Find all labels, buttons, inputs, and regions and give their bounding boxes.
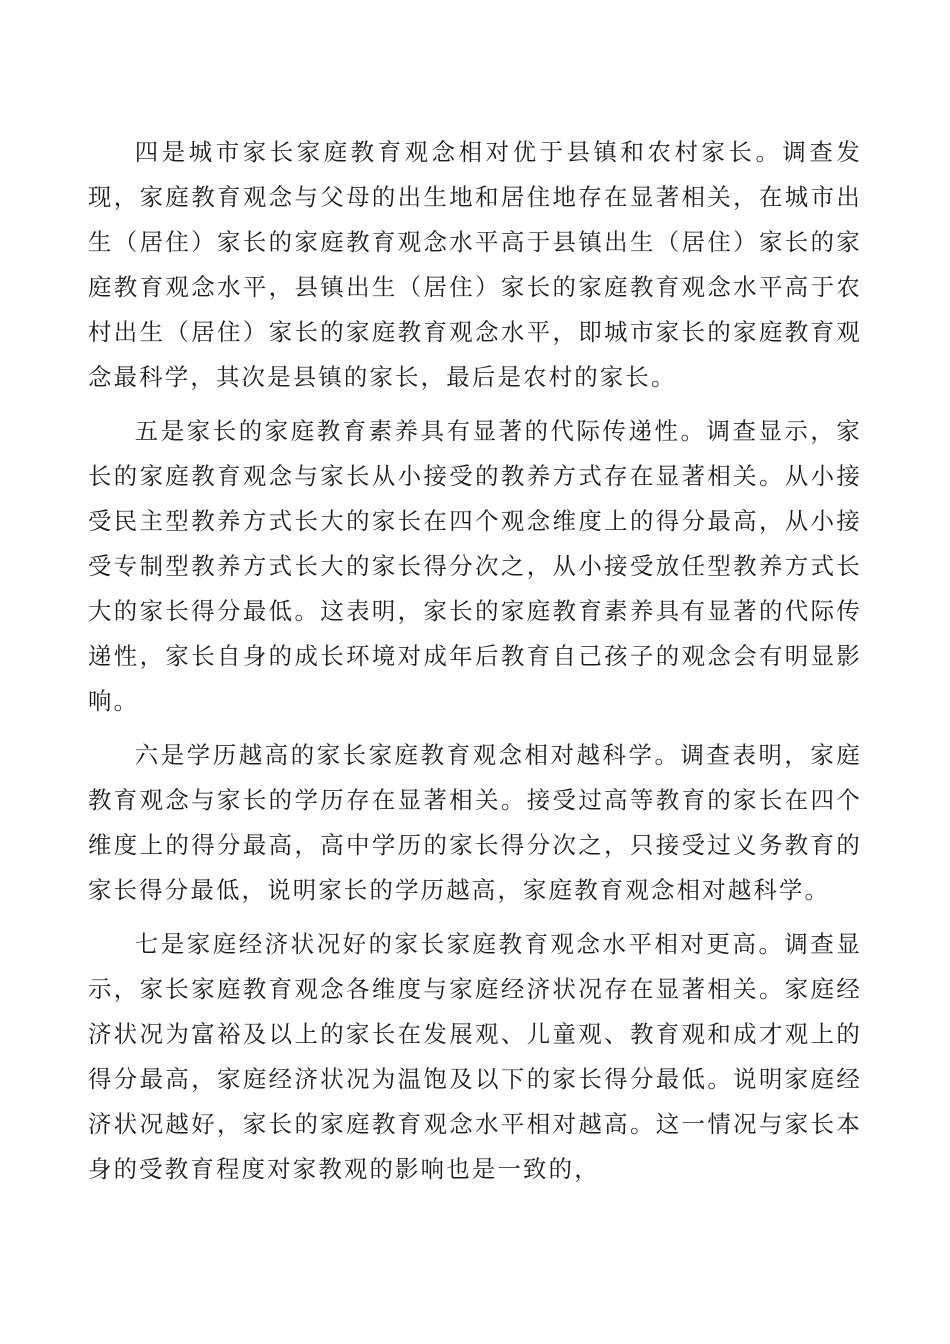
paragraph-intergenerational-transmission: 五是家长的家庭教育素养具有显著的代际传递性。调查显示，家长的家庭教育观念与家长从小接受的教养方式存在显著相关。从小接受民主型教养方式长大的家长在四个观念维度上的得分最高，从小接受专制型教养方式长大的家长得分次之，从小接受放任型教养方式长大的家长得分最低。这表明，家长的家庭教育素养具有显著的代际传递性，家长自身的成长环境对成年后教育自己孩子的观念会有明显影响。 xyxy=(88,417,862,715)
paragraph-urban-parents: 四是城市家长家庭教育观念相对优于县镇和农村家长。调查发现，家庭教育观念与父母的出生地和居住地存在显著相关，在城市出生（居住）家长的家庭教育观念水平高于县镇出生（居住）家长的家庭教育观念水平，县镇出生（居住）家长的家庭教育观念水平高于农村出生（居住）家长的家庭教育观念水平，即城市家长的家庭教育观念最科学，其次是县镇的家长，最后是农村的家长。 xyxy=(88,138,862,391)
document-body xyxy=(88,130,862,1201)
paragraph-economic-status: 七是家庭经济状况好的家长家庭教育观念水平相对更高。调查显示，家长家庭教育观念各维度与家庭经济状况存在显著相关。家庭经济状况为富裕及以上的家长在发展观、儿童观、教育观和成才观上的得分最高，家庭经济状况为温饱及以下的家长得分最低。说明家庭经济状况越好，家长的家庭教育观念水平相对越高。这一情况与家长本身的受教育程度对家教观的影响也是一致的， xyxy=(88,930,862,1183)
paragraph-education-level: 六是学历越高的家长家庭教育观念相对越科学。调查表明，家庭教育观念与家长的学历存在显著相关。接受过高等教育的家长在四个维度上的得分最高，高中学历的家长得分次之，只接受过义务教育的家长得分最低，说明家长的学历越高，家庭教育观念相对越科学。 xyxy=(88,741,862,904)
